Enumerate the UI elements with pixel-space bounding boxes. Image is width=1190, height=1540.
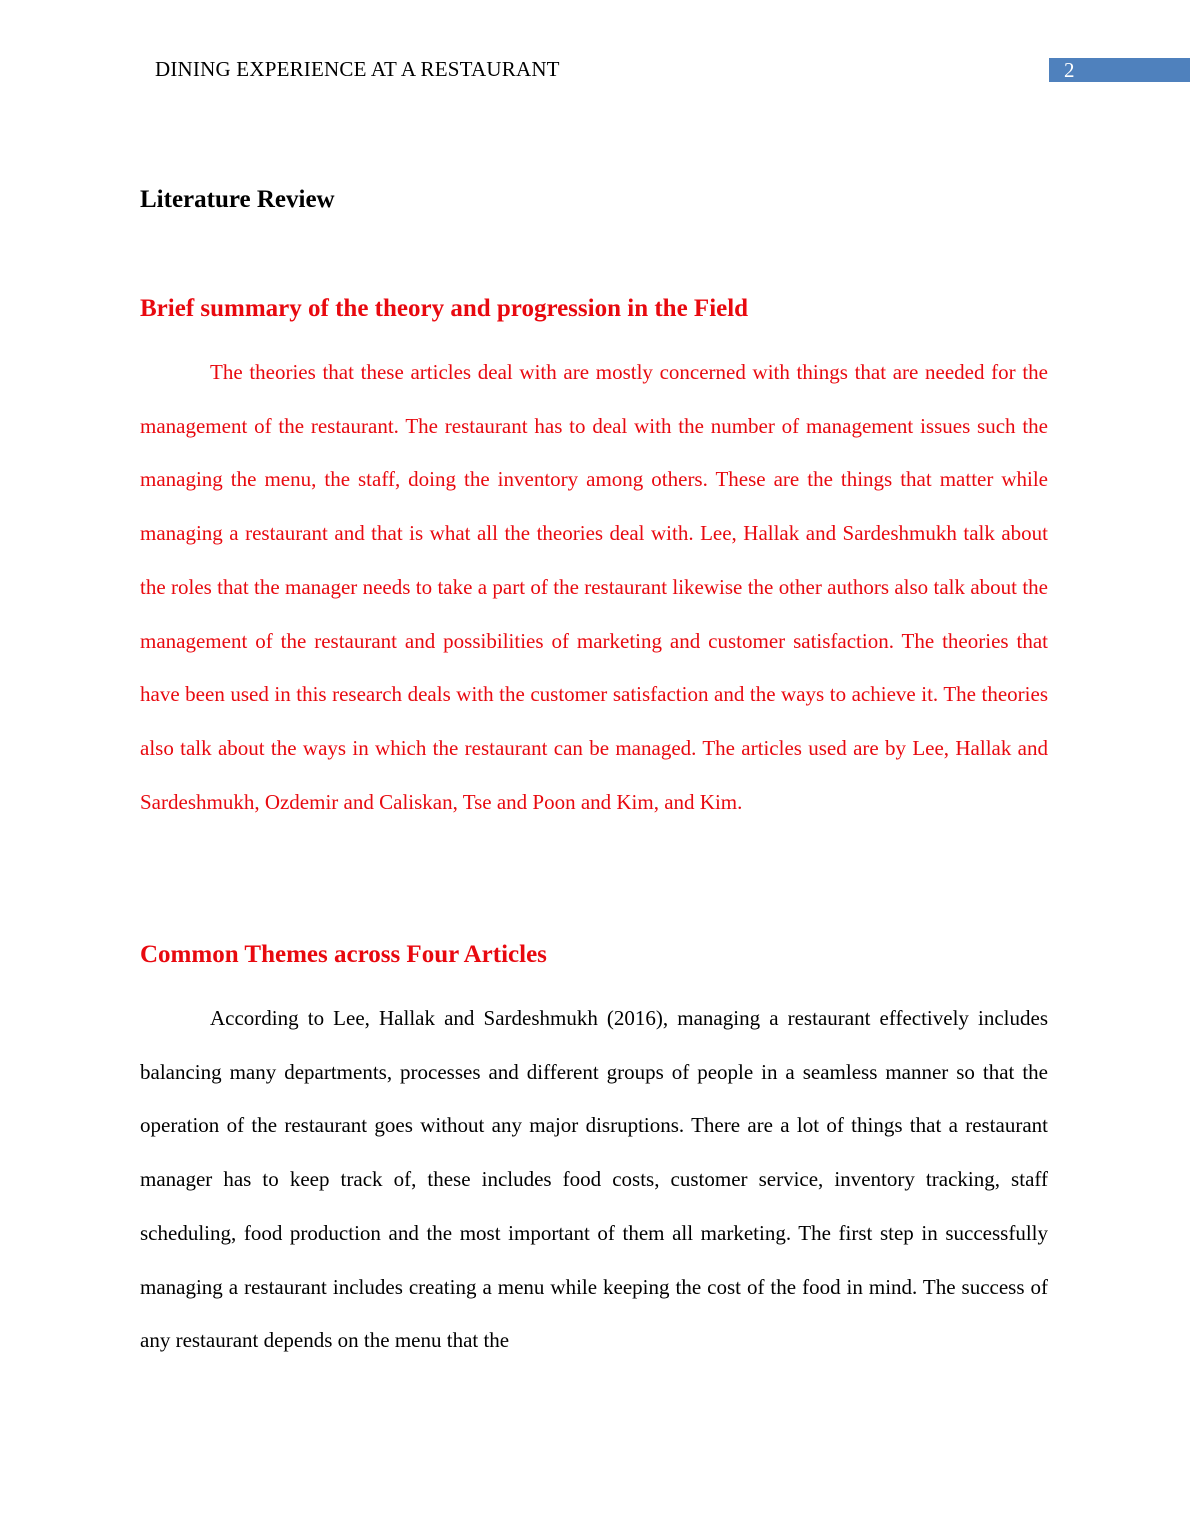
paragraph-theory-summary: The theories that these articles deal with are mostly concerned with things that are needed for the management of the restaurant. The restaurant has to deal with the number of management issues such the managing the menu, the staff, doing the inventory among others. These are the things that matter while managing a restaurant and that is what all the theories deal with. Lee, Hallak and Sardeshmukh talk about the roles that the manager needs to take a part of the restaurant likewise the other authors also talk about the management of the restaurant and possibilities of marketing and customer satisfaction. The theories that have been used in this research deals with the customer satisfaction and the ways to achieve it. The theories also talk about the ways in which the restaurant can be managed. The articles used are by Lee, Hallak and Sardeshmukh, Ozdemir and Caliskan, Tse and Poon and Kim, and Kim.: [140, 360, 1048, 814]
running-header: DINING EXPERIENCE AT A RESTAURANT: [155, 57, 560, 81]
section-title: Literature Review: [140, 186, 335, 213]
page-number: 2: [1049, 58, 1190, 82]
subheading-theory-summary: Brief summary of the theory and progression in the Field: [140, 295, 749, 322]
subheading-common-themes: Common Themes across Four Articles: [140, 941, 547, 968]
paragraph-common-themes: According to Lee, Hallak and Sardeshmukh (2016), managing a restaurant effectively includes balancing many departments, processes and different groups of people in a seamless manner so that the operation of the restaurant goes without any major disruptions. There are a lot of things that a restaurant manager has to keep track of, these includes food costs, customer service, inventory tracking, staff scheduling, food production and the most important of them all marketing. The first step in successfully managing a restaurant includes creating a menu while keeping the cost of the food in mind. The success of any restaurant depends on the menu that the: [140, 1006, 1048, 1353]
